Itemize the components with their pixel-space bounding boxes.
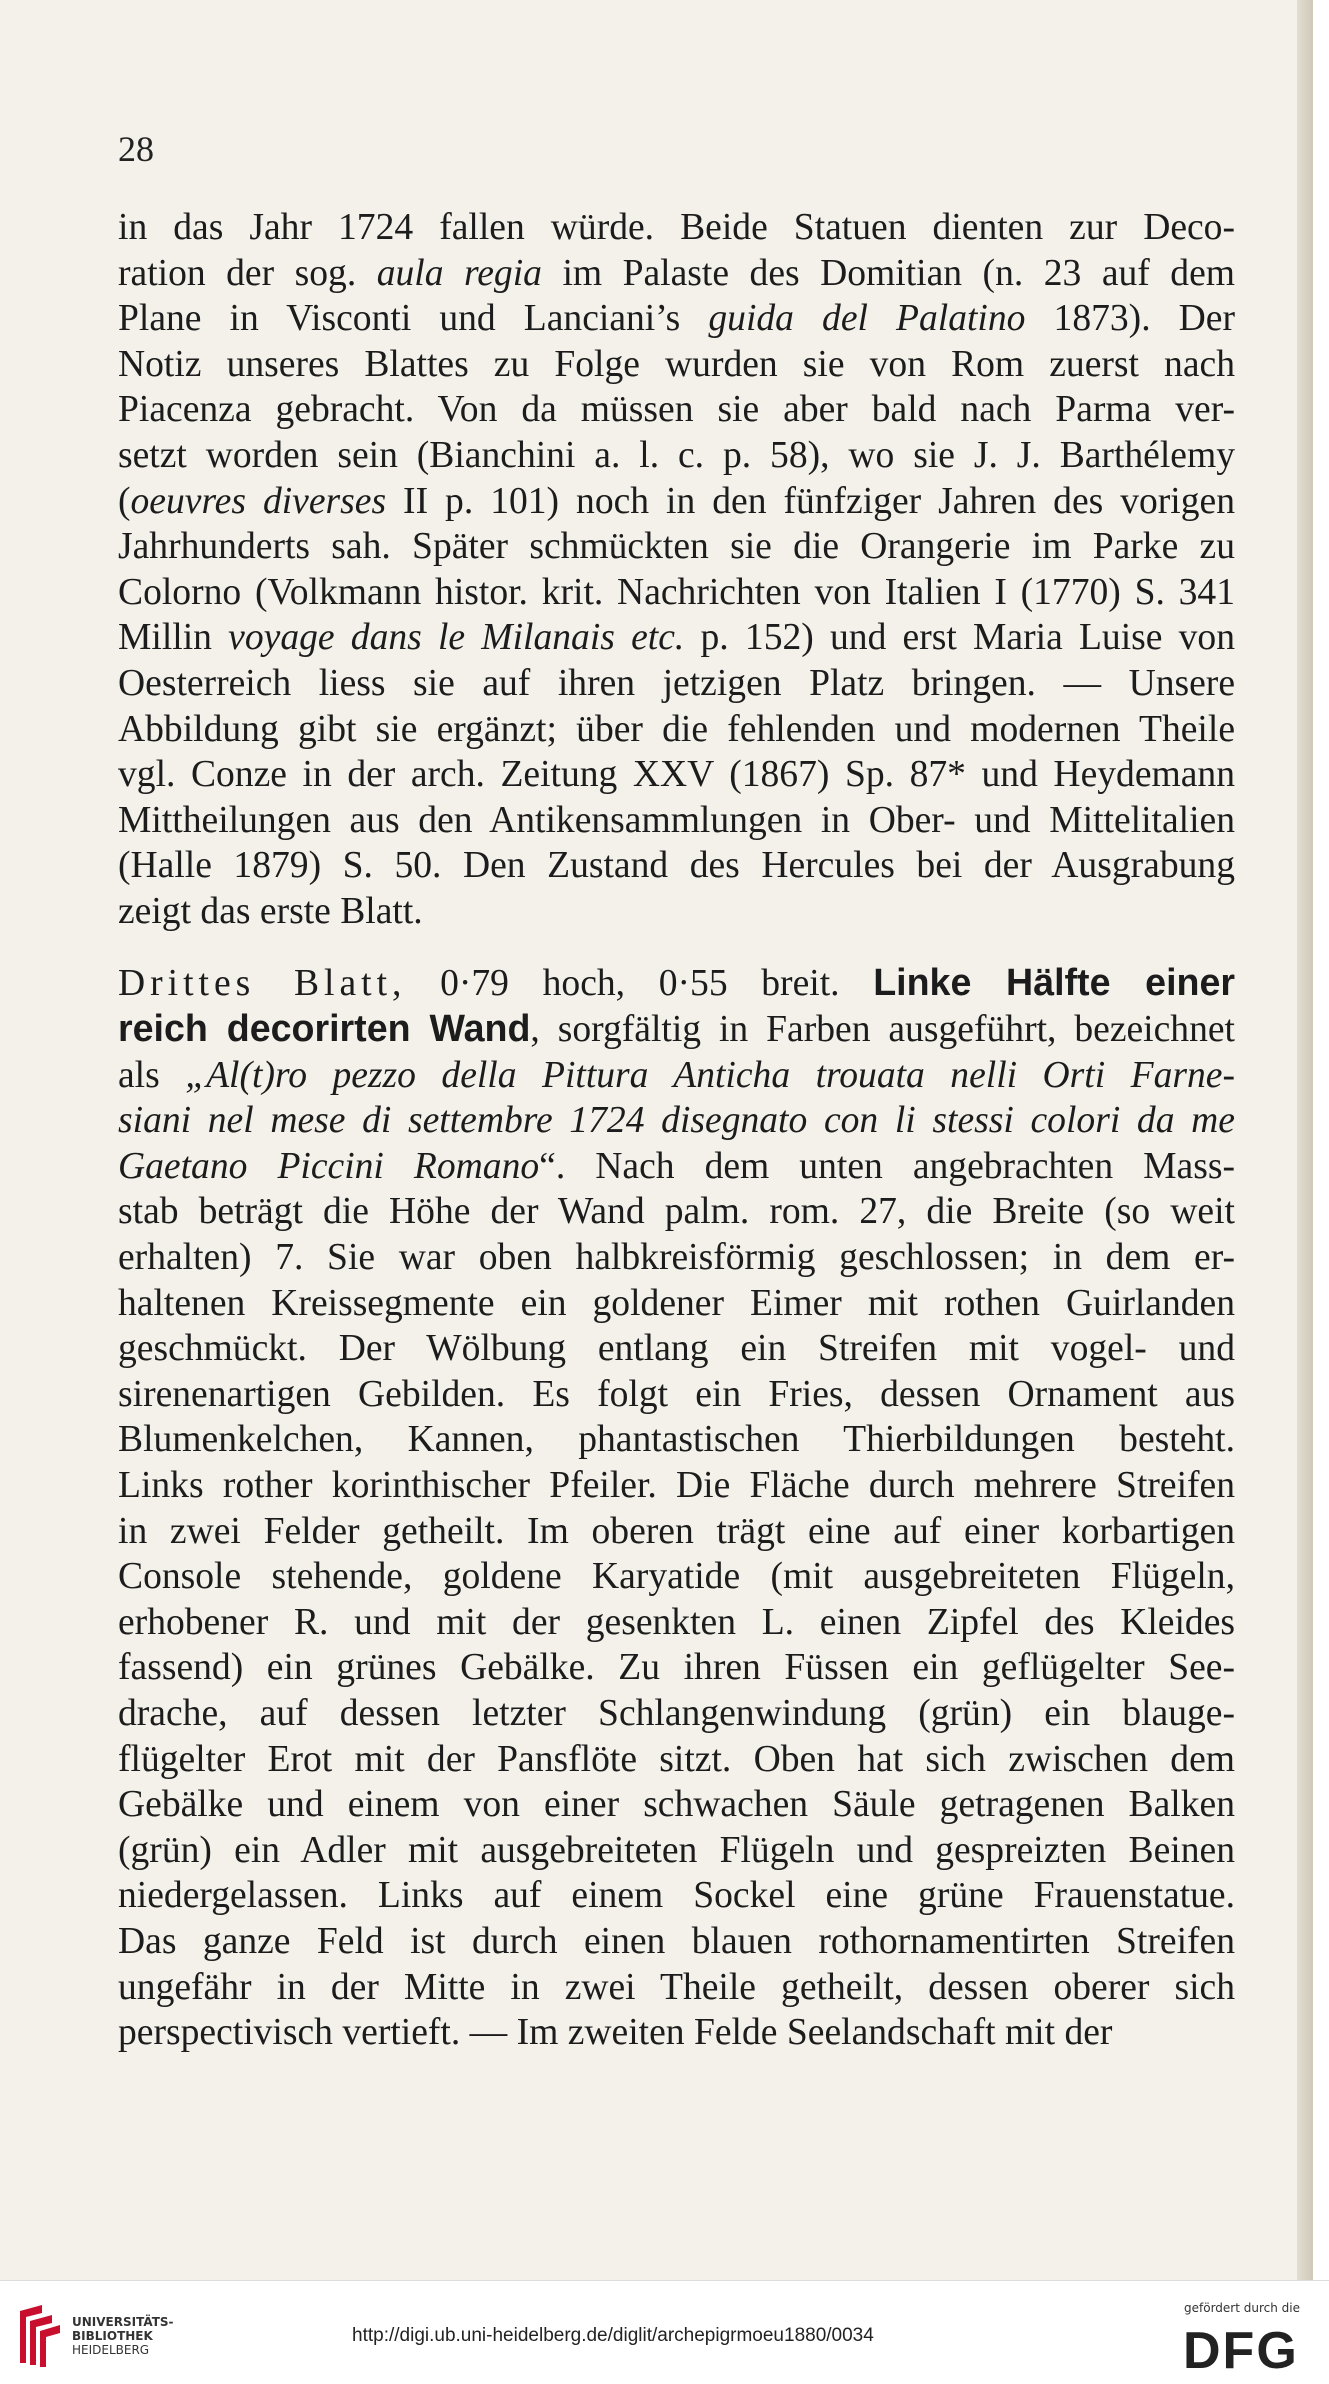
text-line: Oesterreich liess sie auf ihren jetzigen Platz bringen. — Unsere (118, 662, 1235, 704)
text-line: flügelter Erot mit der Pansflöte sitzt. Oben hat sich zwischen dem (118, 1738, 1235, 1780)
text-line: setzt worden sein (Bianchini a. l. c. p. 58), wo sie J. J. Barthélemy (118, 434, 1235, 476)
text-line: (oeuvres diverses II p. 101) noch in den fünfziger Jahren des vorigen (118, 480, 1235, 522)
text-line: Jahrhunderts sah. Später schmückten sie die Orangerie im Parke zu (118, 526, 1235, 568)
text-line: Blumenkelchen, Kannen, phantastischen Thierbildungen besteht. (118, 1419, 1235, 1461)
text-line: Das ganze Feld ist durch einen blauen rothornamentirten Streifen (118, 1920, 1235, 1962)
text-line: Drittes Blatt, 0·79 hoch, 0·55 breit. Linke Hälfte einer (118, 960, 1235, 1004)
text-line: stab beträgt die Höhe der Wand palm. rom. 27, die Breite (so weit (118, 1191, 1235, 1233)
text-line: in zwei Felder getheilt. Im oberen trägt eine auf einer korbartigen (118, 1510, 1235, 1552)
university-library-logo-icon (12, 2301, 64, 2369)
text-line: Abbildung gibt sie ergänzt; über die fehlenden und modernen Theile (118, 708, 1235, 750)
italic-phrase: Gaetano Piccini Romano (118, 1145, 540, 1187)
italic-phrase: voyage dans le Milanais etc. (228, 617, 685, 659)
footer-bar (0, 2280, 1329, 2384)
text-line: Plane in Visconti und Lanciani’s guida del Palatino 1873). Der (118, 298, 1235, 340)
text-line: (Halle 1879) S. 50. Den Zustand des Hercules bei der Ausgrabung (118, 845, 1235, 887)
text-line: Gebälke und einem von einer schwachen Säule getragenen Balken (118, 1784, 1235, 1826)
italic-phrase: aula regia (376, 252, 542, 294)
text-line: haltenen Kreissegmente ein goldener Eimer mit rothen Guirlanden (118, 1282, 1235, 1324)
italic-phrase: „Al(t)ro pezzo della Pittura Anticha trouata nelli Orti Farne- (185, 1054, 1235, 1096)
text-line: Piacenza gebracht. Von da müssen sie aber bald nach Parma ver- (118, 389, 1235, 431)
italic-phrase: guida del Palatino (708, 298, 1026, 340)
paragraph-1 (118, 205, 1235, 935)
spaced-phrase: Drittes Blatt, (118, 962, 407, 1004)
source-url-link[interactable]: http://digi.ub.uni-heidelberg.de/diglit/archepigrmoeu1880/0034 (352, 2325, 874, 2346)
text-line: geschmückt. Der Wölbung entlang ein Streifen mit vogel- und (118, 1328, 1235, 1370)
funding-caption: gefördert durch die (1184, 2301, 1300, 2315)
text-line (118, 1098, 1235, 1144)
text-line: erhobener R. und mit der gesenkten L. einen Zipfel des Kleides (118, 1601, 1235, 1643)
text-line: niedergelassen. Links auf einem Sockel eine grüne Frauenstatue. (118, 1875, 1235, 1917)
text-line: drache, auf dessen letzter Schlangenwindung (grün) ein blauge- (118, 1693, 1235, 1734)
text-line: fassend) ein grünes Gebälke. Zu ihren Füssen ein geflügelter See- (118, 1647, 1235, 1689)
university-library-name: UNIVERSITÄTS- BIBLIOTHEK HEIDELBERG (72, 2315, 174, 2357)
text-line: Links rother korinthischer Pfeiler. Die Fläche durch mehrere Streifen (118, 1465, 1235, 1507)
text-line: Gaetano Piccini Romano“. Nach dem unten angebrachten Mass- (118, 1145, 1235, 1187)
text-line: (grün) ein Adler mit ausgebreiteten Flügeln und gespreizten Beinen (118, 1829, 1235, 1871)
bold-heading-phrase: Linke Hälfte einer (873, 960, 1235, 1003)
text-line: erhalten) 7. Sie war oben halbkreisförmig geschlossen; in dem er- (118, 1237, 1235, 1279)
text-line: als „Al(t)ro pezzo della Pittura Anticha trouata nelli Orti Farne- (118, 1054, 1235, 1096)
text-line: Notiz unseres Blattes zu Folge wurden sie von Rom zuerst nach (118, 343, 1235, 385)
text-line: Console stehende, goldene Karyatide (mit ausgebreiteten Flügeln, (118, 1556, 1235, 1598)
italic-phrase: oeuvres diverses (130, 480, 387, 522)
text-line: perspectivisch vertieft. — Im zweiten Felde Seelandschaft mit der (118, 2012, 1113, 2054)
paragraph-2 (118, 960, 1235, 2056)
text-line: Colorno (Volkmann histor. krit. Nachrichten von Italien I (1770) S. 341 (118, 571, 1235, 613)
text-line: ration der sog. aula regia im Palaste des Domitian (n. 23 auf dem (118, 252, 1235, 294)
text-line: Mittheilungen aus den Antikensammlungen in Ober- und Mittelitalien (118, 799, 1235, 841)
text-line: vgl. Conze in der arch. Zeitung XXV (1867) Sp. 87* und Heydemann (118, 754, 1235, 796)
text-line: sirenenartigen Gebilden. Es folgt ein Fries, dessen Ornament aus (118, 1373, 1235, 1415)
text-line: zeigt das erste Blatt. (118, 890, 423, 932)
bold-heading-phrase: reich decorirten Wand (118, 1007, 531, 1050)
text-line: ungefähr in der Mitte in zwei Theile getheilt, dessen oberer sich (118, 1966, 1235, 2008)
text-line: reich decorirten Wand, sorgfältig in Farben ausgeführt, bezeichnet (118, 1007, 1235, 1051)
text-line: Millin voyage dans le Milanais etc. p. 152) und erst Maria Luise von (118, 617, 1236, 659)
italic-phrase: siani nel mese di settembre 1724 disegnato con li stessi colori da me (118, 1100, 1235, 1142)
page-number: 28 (118, 129, 154, 169)
body-text (118, 205, 1235, 2056)
text-line: in das Jahr 1724 fallen würde. Beide Statuen dienten zur Deco- (118, 207, 1235, 248)
dfg-logo: DFG (1183, 2322, 1299, 2380)
